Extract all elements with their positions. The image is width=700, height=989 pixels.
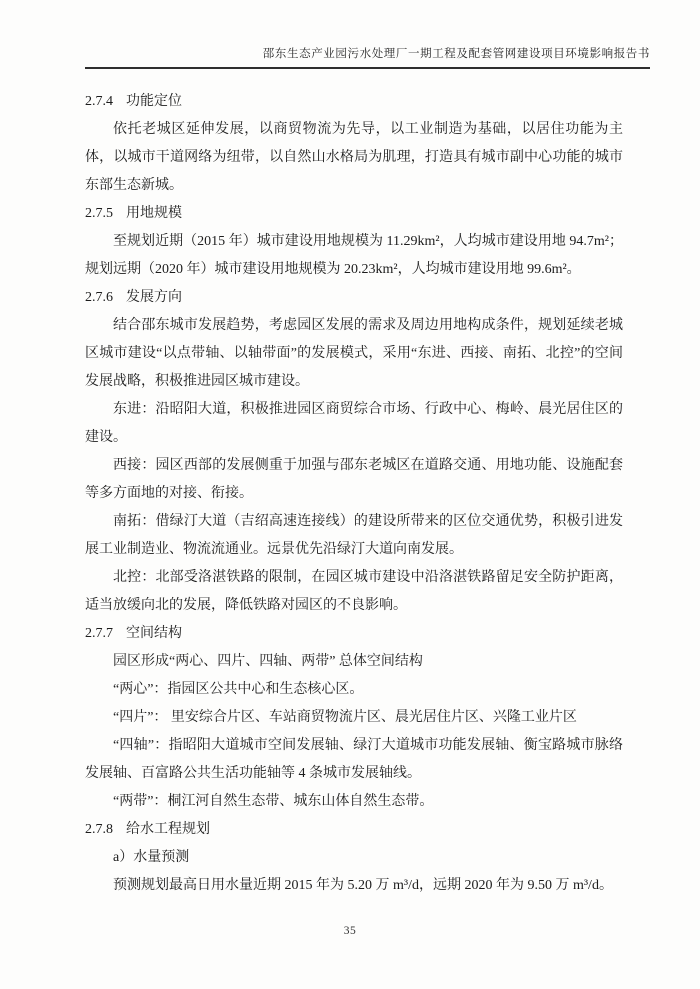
paragraph: 至规划近期（2015 年）城市建设用地规模为 11.29km²，人均城市建设用地 94.7m²；规划远期（2020 年）城市建设用地规模为 20.23km²，人均城市建设用地 99.6m²。 xyxy=(85,234,623,277)
section-heading-2-7-6 xyxy=(85,284,623,312)
section-title: 用地规模 xyxy=(126,206,182,221)
paragraph: “两心”：指园区公共中心和生态核心区。 xyxy=(113,682,364,697)
section-number: 2.7.4 xyxy=(85,94,113,109)
section-heading-2-7-7 xyxy=(85,620,623,648)
document-body xyxy=(85,88,623,900)
paragraph: a）水量预测 xyxy=(113,850,190,865)
paragraph: 结合邵东城市发展趋势，考虑园区发展的需求及周边用地构成条件，规划延续老城区城市建设“以点带轴、以轴带面”的发展模式，采用“东进、西接、南拓、北控”的空间发展战略，积极推进园区城市建设。 xyxy=(85,318,623,389)
page-number: 35 xyxy=(343,925,357,937)
paragraph: “两带”：桐江河自然生态带、城东山体自然生态带。 xyxy=(113,794,434,809)
paragraph: 东进：沿昭阳大道，积极推进园区商贸综合市场、行政中心、梅岭、晨光居住区的建设。 xyxy=(85,402,623,445)
paragraph: 北控：北部受洛湛铁路的限制，在园区城市建设中沿洛湛铁路留足安全防护距离，适当放缓向北的发展，降低铁路对园区的不良影响。 xyxy=(85,570,623,613)
page-footer xyxy=(0,921,700,939)
section-number: 2.7.6 xyxy=(85,290,113,305)
section-number: 2.7.8 xyxy=(85,822,113,837)
section-title: 空间结构 xyxy=(126,626,182,641)
section-number: 2.7.5 xyxy=(85,206,113,221)
paragraph: “四片”： 里安综合片区、车站商贸物流片区、晨光居住片区、兴隆工业片区 xyxy=(113,710,577,725)
section-title: 给水工程规划 xyxy=(126,822,210,837)
section-heading-2-7-4 xyxy=(85,88,623,116)
paragraph: “四轴”：指昭阳大道城市空间发展轴、绿汀大道城市功能发展轴、衡宝路城市脉络发展轴、百富路公共生活功能轴等 4 条城市发展轴线。 xyxy=(85,738,623,781)
section-title: 发展方向 xyxy=(126,290,182,305)
paragraph: 依托老城区延伸发展，以商贸物流为先导，以工业制造为基础，以居住功能为主体，以城市干道网络为纽带，以自然山水格局为肌理，打造具有城市副中心功能的城市东部生态新城。 xyxy=(85,122,623,193)
paragraph: 预测规划最高日用水量近期 2015 年为 5.20 万 m³/d，远期 2020 年为 9.50 万 m³/d。 xyxy=(113,878,613,893)
paragraph: 南拓：借绿汀大道（吉绍高速连接线）的建设所带来的区位交通优势，积极引进发展工业制造业、物流流通业。远景优先沿绿汀大道向南发展。 xyxy=(85,514,623,557)
section-heading-2-7-8 xyxy=(85,816,623,844)
report-title: 邵东生态产业园污水处理厂一期工程及配套管网建设项目环境影响报告书 xyxy=(262,48,650,60)
section-number: 2.7.7 xyxy=(85,626,113,641)
page-header xyxy=(85,44,650,69)
section-heading-2-7-5 xyxy=(85,200,623,228)
paragraph: 园区形成“两心、四片、四轴、两带” 总体空间结构 xyxy=(113,654,423,669)
paragraph: 西接：园区西部的发展侧重于加强与邵东老城区在道路交通、用地功能、设施配套等多方面地的对接、衔接。 xyxy=(85,458,623,501)
section-title: 功能定位 xyxy=(126,94,182,109)
